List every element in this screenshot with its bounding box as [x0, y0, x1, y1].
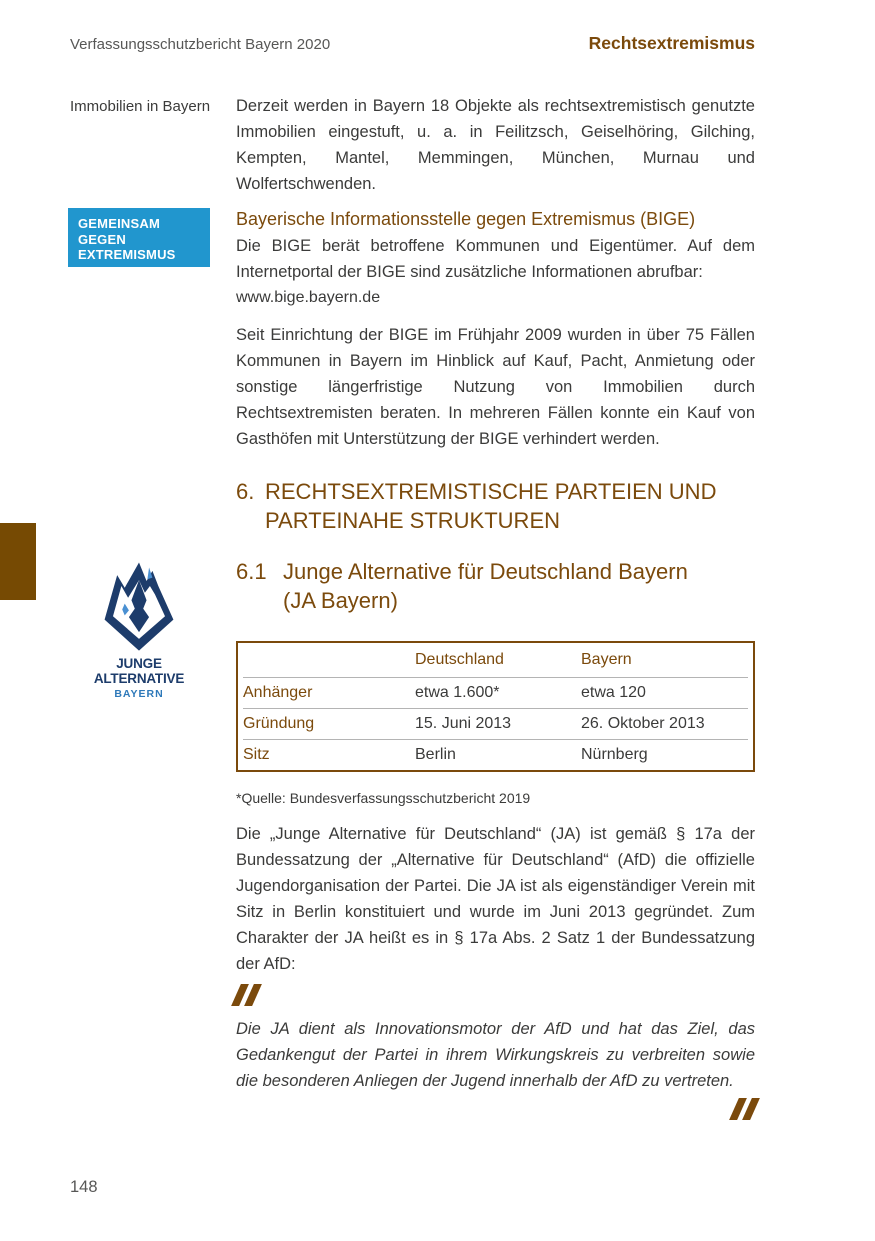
section-6-1-title-line2: (JA Bayern) [283, 588, 398, 613]
paragraph-immobilien: Derzeit werden in Bayern 18 Objekte als rechtsextremistisch genutzte Immobilien eingestuft, u. a. in Feilitzsch, Geiselhöring, Gilching, Kempten, Mantel, Memmingen, München, Murnau und Wolfertschwenden. [236, 97, 755, 193]
section-6-1-number: 6.1 [236, 559, 267, 584]
table-cell-deutschland: Berlin [415, 746, 456, 763]
table-row [243, 708, 748, 739]
chapter-thumb-tab [0, 523, 36, 600]
paragraph-ja-description: Die „Junge Alternative für Deutschland“ (JA) ist gemäß § 17a der Bundessatzung der „Alternative für Deutschland“ (AfD) die offizielle Jugendorganisation der Partei. Die JA ist als eigenständiger Verein mit Sitz in Berlin konstituiert und wurde im Juni 2013 gegründet. Zum Charakter der JA heißt es in § 17a Abs. 2 Satz 1 der Bundessatzung der AfD: [236, 825, 755, 973]
bige-paragraph: Die BIGE berät betroffene Kommunen und Eigentümer. Auf dem Internetportal der BIGE sind zusätzliche Informationen abrufbar: [236, 237, 755, 281]
section-6-1-title [283, 557, 688, 615]
paragraph-bige-history: Seit Einrichtung der BIGE im Frühjahr 2009 wurden in über 75 Fällen Kommunen in Bayern im Hinblick auf Kauf, Pacht, Anmietung oder sonstige längerfristige Nutzung von Immobilien durch Rechtsextremisten beraten. In mehreren Fällen konnte ein Kauf von Gasthöfen mit Unterstützung der BIGE verhindert werden. [236, 326, 755, 448]
table-row-label: Anhänger [243, 684, 313, 701]
ja-info-table [236, 641, 755, 772]
table-row-label: Gründung [243, 715, 315, 732]
bige-logo-line2: GEGEN [78, 231, 126, 247]
table-row [243, 739, 748, 770]
table-row-label: Sitz [243, 746, 270, 763]
bige-logo-line3: EXTREMISMUS [78, 247, 176, 262]
ja-logo-region: BAYERN [114, 688, 164, 700]
section-6-title-line1: RECHTSEXTREMISTISCHE PARTEIEN UND [265, 479, 717, 504]
quote-open-icon [236, 984, 257, 1006]
flame-icon [97, 560, 181, 654]
bige-url-link[interactable]: www.bige.bayern.de [236, 289, 381, 306]
section-6-1-heading [236, 557, 796, 615]
section-6-title-line2: PARTEINAHE STRUKTUREN [265, 508, 561, 533]
quote-close-icon [236, 1098, 755, 1120]
ja-bayern-logo [70, 560, 208, 700]
margin-note-immobilien: Immobilien in Bayern [70, 98, 211, 115]
table-row [243, 677, 748, 708]
page-number: 148 [70, 1178, 98, 1196]
section-6-1-title-line1: Junge Alternative für Deutschland Bayern [283, 559, 688, 584]
section-6-title [265, 477, 716, 535]
blockquote-ja-satzung: Die JA dient als Innovationsmotor der AfD und hat das Ziel, das Gedankengut der Partei in ihrem Wirkungskreis zu verbreiten sowie die besonderen Anliegen der Jugend innerhalb der AfD zu vertreten. [236, 1020, 755, 1090]
bige-logo [68, 208, 210, 267]
section-6-number: 6. [236, 479, 255, 504]
table-header-bayern: Bayern [581, 651, 632, 668]
section-6-heading [236, 477, 796, 535]
table-header-row [243, 643, 748, 677]
table-cell-bayern: etwa 120 [581, 684, 646, 701]
table-header-deutschland: Deutschland [415, 651, 504, 668]
table-footnote: *Quelle: Bundesverfassungsschutzbericht 2019 [236, 790, 531, 806]
table-cell-deutschland: 15. Juni 2013 [415, 715, 512, 732]
ja-logo-name: JUNGE ALTERNATIVE [93, 656, 185, 686]
bige-logo-line1: GEMEINSAM [78, 216, 160, 231]
table-cell-deutschland: etwa 1.600* [415, 684, 500, 701]
header-chapter-title: Rechtsextremismus [588, 33, 755, 53]
bige-heading: Bayerische Informationsstelle gegen Extremismus (BIGE) [236, 209, 696, 229]
table-cell-bayern: Nürnberg [581, 746, 648, 763]
header-report-title: Verfassungsschutzbericht Bayern 2020 [70, 36, 331, 53]
bige-section [236, 205, 755, 311]
table-cell-bayern: 26. Oktober 2013 [581, 715, 705, 732]
